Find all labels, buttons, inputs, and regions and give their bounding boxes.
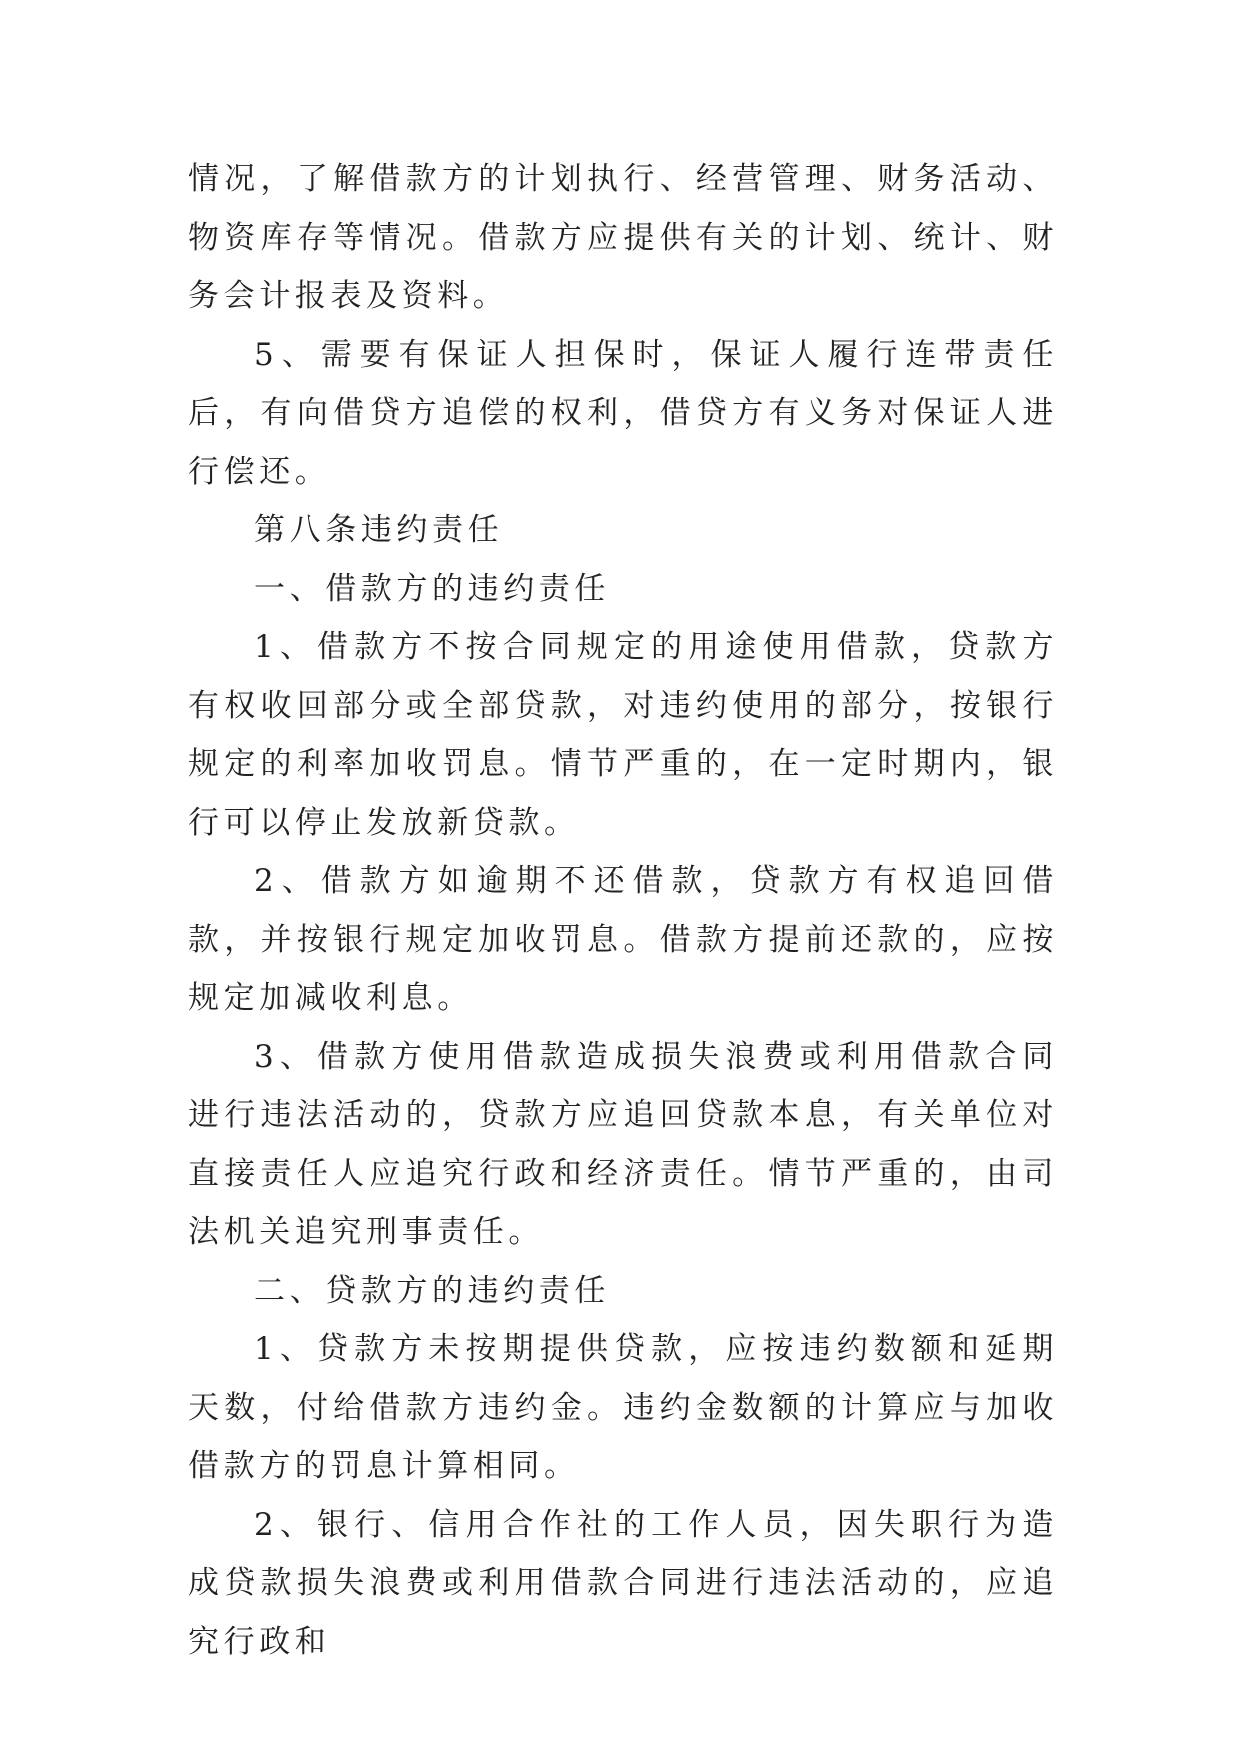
paragraph-borrower-item-3: 3、借款方使用借款造成损失浪费或利用借款合同进行违法活动的，贷款方应追回贷款本息，有关单位对直接责任人应追究行政和经济责任。情节严重的，由司法机关追究刑事责任。 (188, 1038, 1058, 1250)
paragraph-borrower-item-2: 2、借款方如逾期不还借款，贷款方有权追回借款，并按银行规定加收罚息。借款方提前还款的，应按规定加减收利息。 (188, 863, 1058, 1016)
paragraph-lender-item-1: 1、贷款方未按期提供贷款，应按违约数额和延期天数，付给借款方违约金。违约金数额的计算应与加收借款方的罚息计算相同。 (188, 1331, 1058, 1484)
paragraph-lender-item-2: 2、银行、信用合作社的工作人员，因失职行为造成贷款损失浪费或利用借款合同进行违法活动的，应追究行政和 (188, 1506, 1058, 1660)
section-heading-article-8: 第八条违约责任 (254, 512, 504, 548)
subheading-borrower-liability: 一、借款方的违约责任 (254, 570, 610, 607)
subheading-lender-liability: 二、贷款方的违约责任 (254, 1272, 610, 1309)
paragraph-borrower-item-1: 1、借款方不按合同规定的用途使用借款，贷款方有权收回部分或全部贷款，对违约使用的部分，按银行规定的利率加收罚息。情节严重的，在一定时期内，银行可以停止发放新贷款。 (188, 629, 1058, 841)
document-body (188, 150, 1058, 1671)
paragraph-clause-5-guarantor: 5、需要有保证人担保时，保证人履行连带责任后，有向借贷方追偿的权利，借贷方有义务对保证人进行偿还。 (188, 336, 1058, 490)
paragraph-continuation: 情况，了解借款方的计划执行、经营管理、财务活动、物资库存等情况。借款方应提供有关的计划、统计、财务会计报表及资料。 (188, 161, 1058, 314)
